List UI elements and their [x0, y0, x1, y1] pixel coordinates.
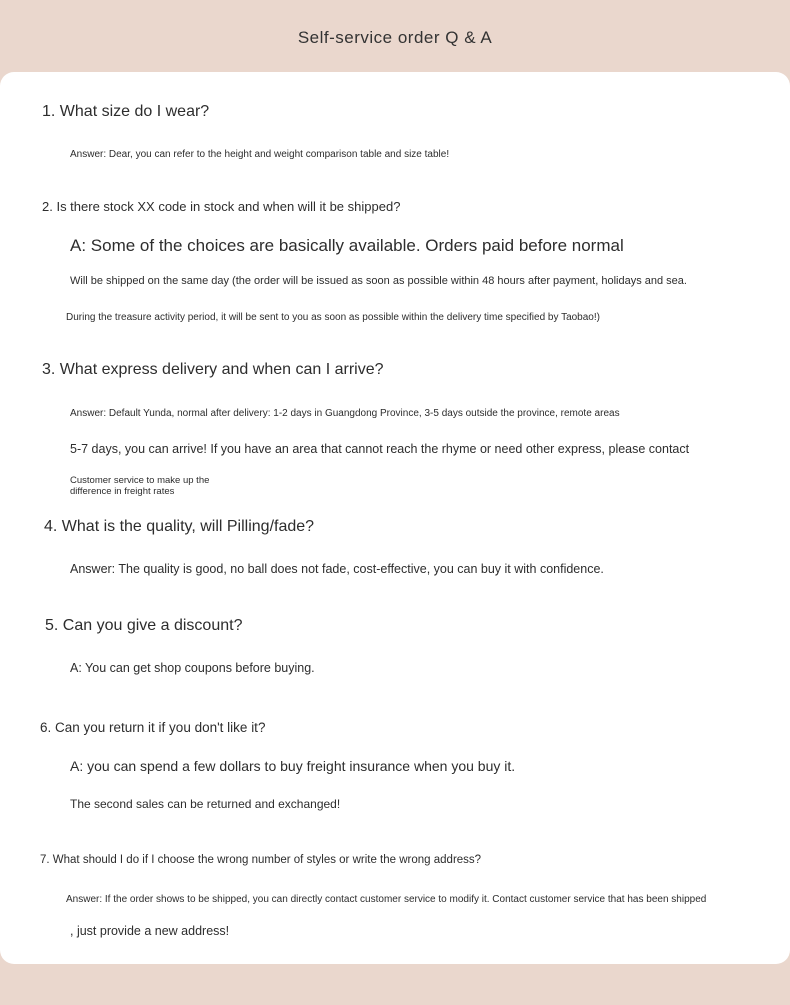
page-title: Self-service order Q & A	[297, 28, 493, 47]
faq-answer-3-line-2: 5-7 days, you can arrive! If you have an area that cannot reach the rhyme or need other express, please contact	[70, 442, 690, 456]
faq-answer-5: A: You can get shop coupons before buying.	[70, 661, 315, 675]
faq-answer-1: Answer: Dear, you can refer to the height and weight comparison table and size table!	[70, 149, 450, 160]
faq-card	[0, 72, 790, 964]
faq-question-5: 5. Can you give a discount?	[45, 617, 243, 634]
faq-answer-7-line-2: , just provide a new address!	[70, 924, 230, 938]
faq-answer-4: Answer: The quality is good, no ball does not fade, cost-effective, you can buy it with confidence.	[70, 562, 604, 576]
faq-question-6: 6. Can you return it if you don't like it?	[40, 720, 266, 735]
faq-question-4: 4. What is the quality, will Pilling/fade?	[44, 518, 315, 535]
faq-answer-6-line-2: The second sales can be returned and exchanged!	[70, 797, 341, 811]
faq-answer-2-line-3: During the treasure activity period, it will be sent to you as soon as possible within the delivery time specified by Taobao!)	[66, 312, 600, 323]
faq-answer-3-line-1: Answer: Default Yunda, normal after delivery: 1-2 days in Guangdong Province, 3-5 days outside the province, remote areas	[70, 408, 620, 419]
faq-question-2: 2. Is there stock XX code in stock and when will it be shipped?	[42, 199, 401, 214]
faq-question-3: 3. What express delivery and when can I arrive?	[42, 361, 384, 378]
faq-answer-7-line-1: Answer: If the order shows to be shipped, you can directly contact customer service to modify it. Contact customer service that has been shipped	[66, 894, 707, 905]
faq-answer-3-line-3: Customer service to make up the difference in freight rates	[70, 475, 210, 497]
faq-answer-2-line-2: Will be shipped on the same day (the order will be issued as soon as possible within 48 hours after payment, holidays and sea.	[70, 275, 687, 287]
faq-question-7: 7. What should I do if I choose the wrong number of styles or write the wrong address?	[40, 854, 482, 866]
faq-answer-2-line-1: A: Some of the choices are basically available. Orders paid before normal	[70, 236, 624, 255]
faq-answer-6-line-1: A: you can spend a few dollars to buy freight insurance when you buy it.	[70, 758, 516, 774]
faq-question-1: 1. What size do I wear?	[42, 103, 210, 120]
